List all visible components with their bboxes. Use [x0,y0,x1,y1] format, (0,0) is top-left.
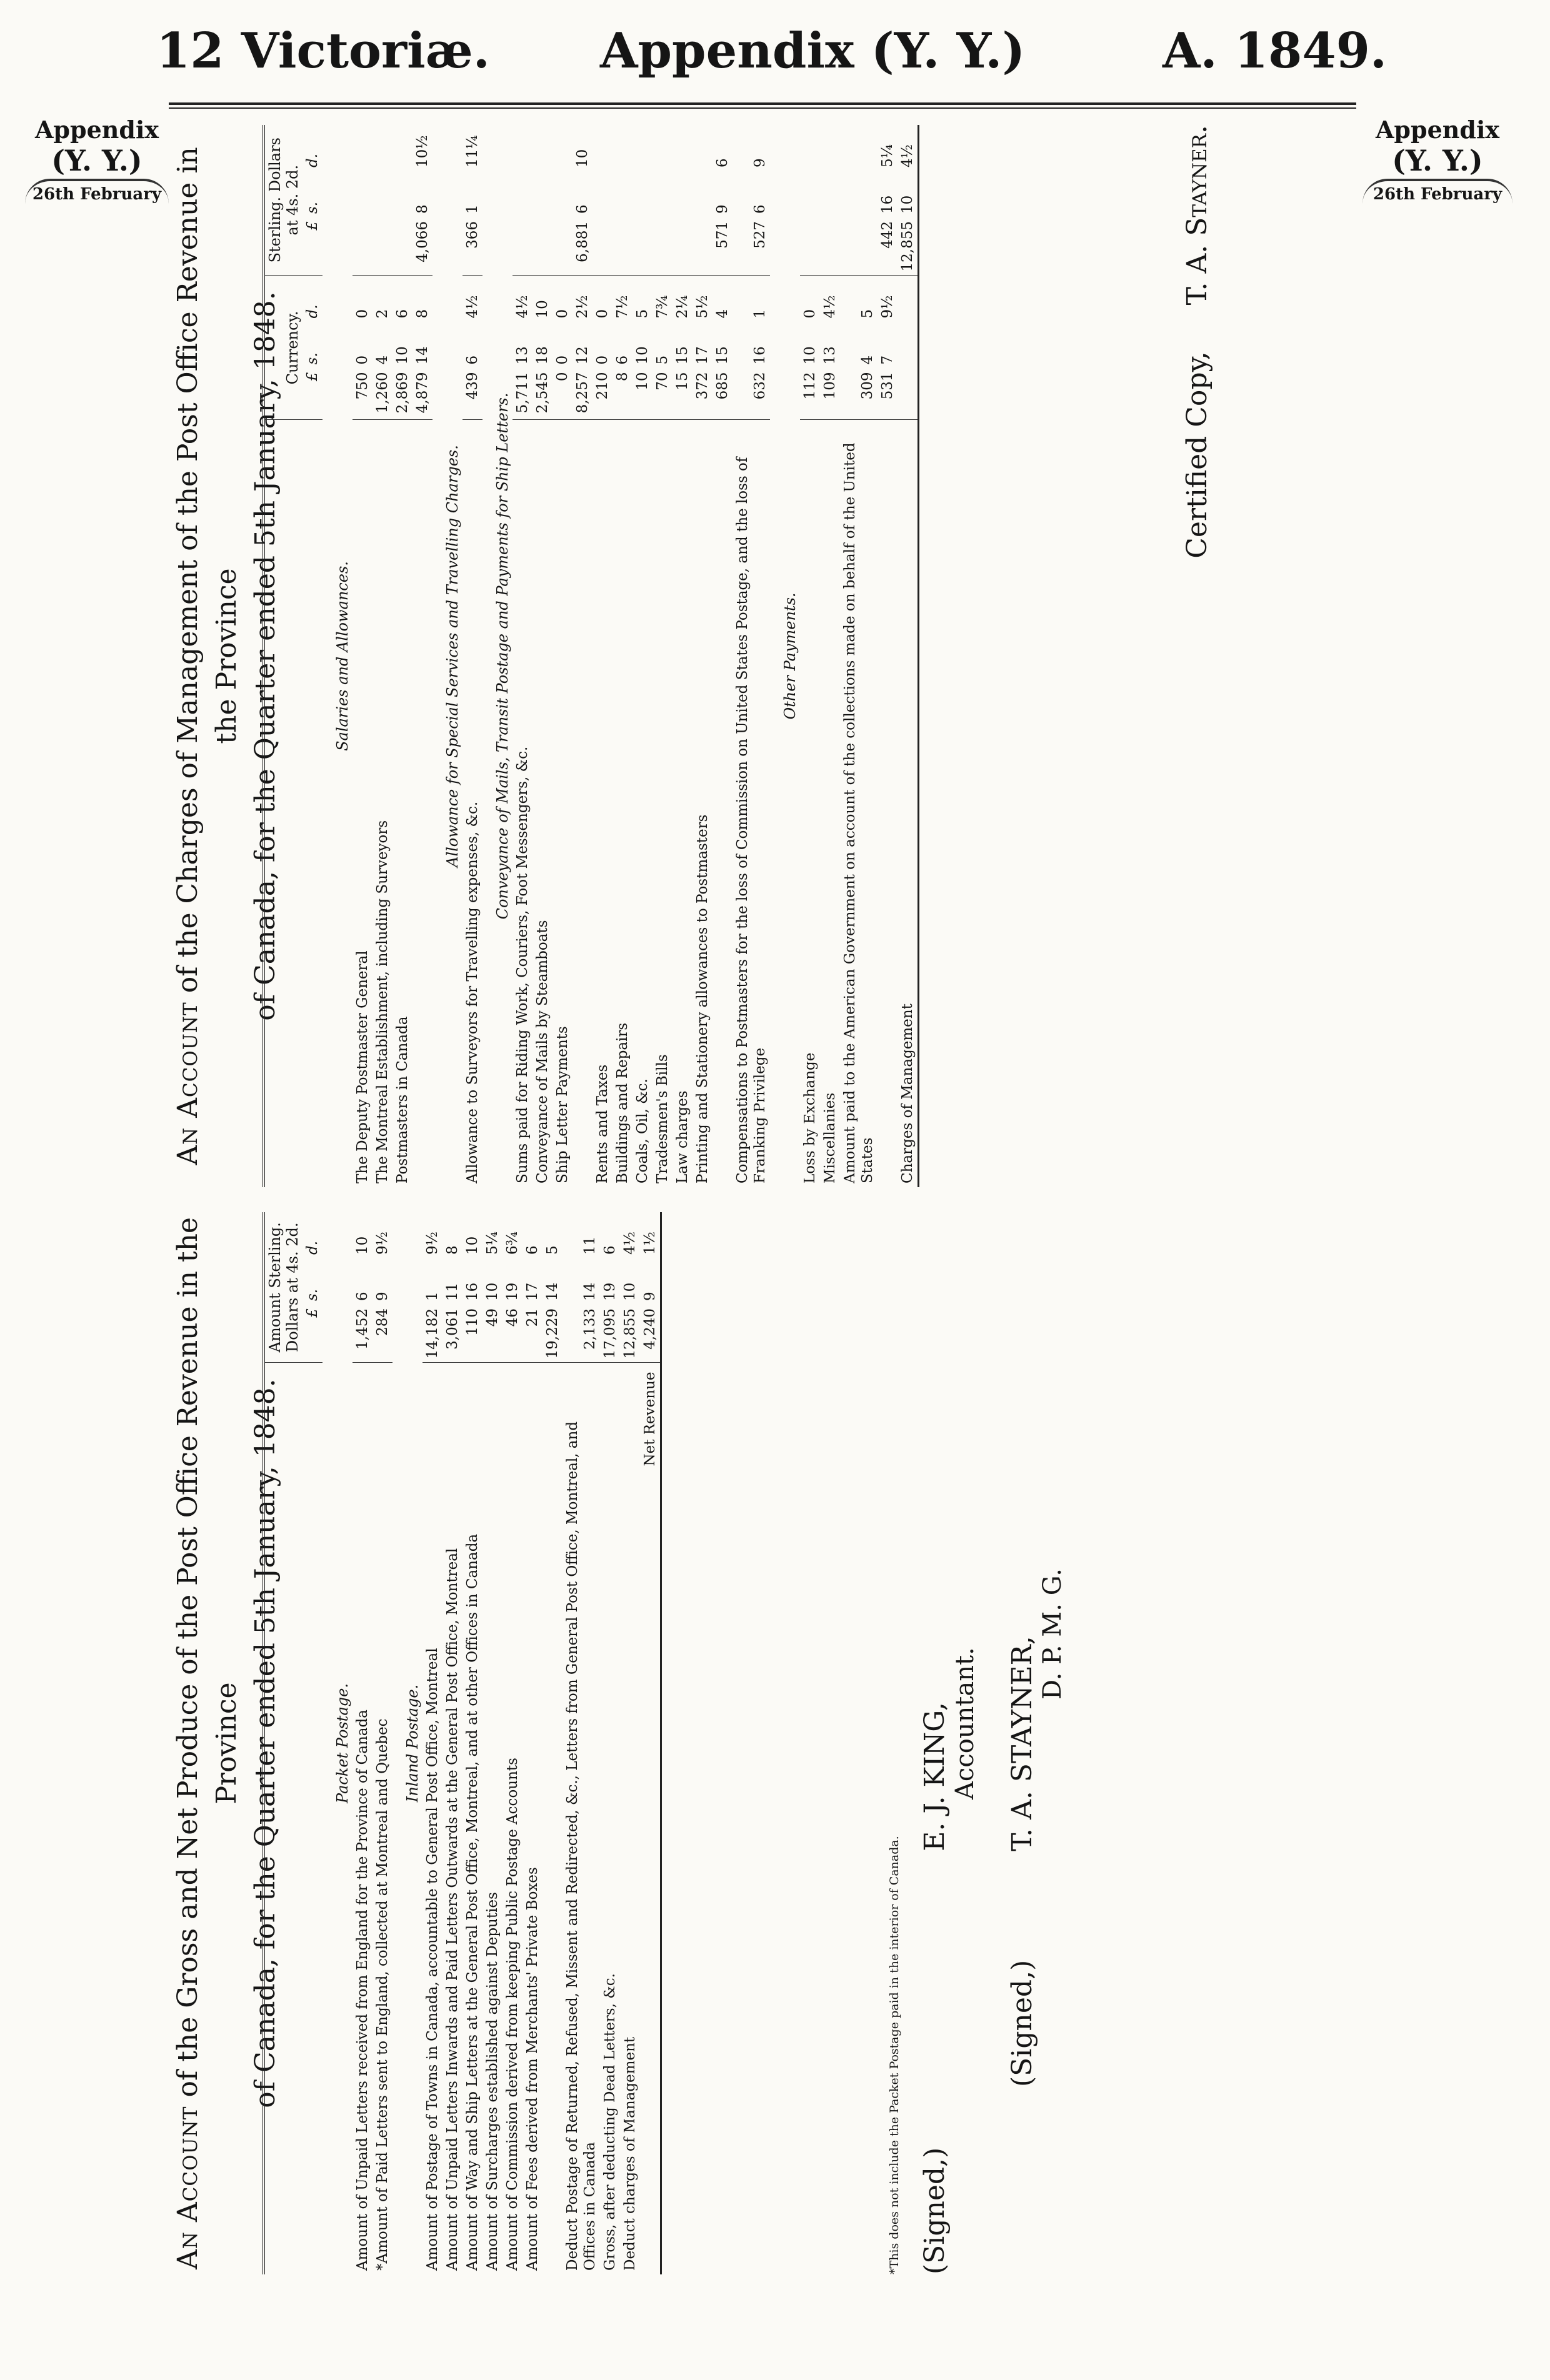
currency-pounds-cell: 2,869 [392,368,412,420]
currency-shillings-cell: 18 [534,346,551,365]
pounds-cell: 17,095 [600,1305,620,1363]
role-accountant: Accountant. [951,1647,979,1800]
sterling-shillings-cell [392,171,412,217]
currency-shillings-cell: 15 [714,346,731,365]
pence-cell: 10 [354,1236,371,1255]
sterling-pounds-cell: 4,066 [412,217,432,276]
currency-shillings-cell [898,322,919,368]
section-heading: Salaries and Allowances. [334,561,351,751]
currency-shillings-cell: 0 [594,355,611,365]
row-description: *Amount of Paid Letters sent to England, collected at Montreal and Quebec [374,1718,391,2271]
currency-pence-cell: 7½ [614,295,631,319]
table-row [600,1212,620,2274]
sterling-pounds-cell: 527 [732,217,770,276]
sterling-pence-cell [612,125,632,171]
sterling-pounds-cell [612,217,632,276]
section-heading: Inland Postage. [404,1684,421,1803]
pounds-cell: 12,855 [620,1305,640,1363]
currency-pence-cell: 9½ [879,295,896,319]
sterling-pounds-cell [672,217,692,276]
sterling-pence-cell: 4½ [899,144,916,167]
currency-pence-cell: 10 [534,300,551,319]
sterling-shillings-cell [532,171,552,217]
row-description [878,420,898,1187]
sterling-pence-cell: 10½ [414,135,431,167]
pence-cell: 4½ [622,1232,638,1255]
sterling-pence-cell [592,125,612,171]
pounds-cell: 284 [372,1305,392,1363]
pounds-cell: 3,061 [442,1305,462,1363]
table-row [422,1212,442,2274]
currency-shillings-cell: 10 [394,346,411,365]
table-row [502,1212,522,2274]
currency-pence-cell: 0 [554,309,571,319]
table-row [592,125,612,1187]
shillings-cell: 19 [504,1282,521,1301]
table-row [372,1212,392,2274]
shillings-cell: 1 [424,1292,441,1301]
currency-pence-cell: 7¾ [654,295,671,319]
sterling-pounds-cell [692,217,712,276]
shillings-cell: 9 [642,1292,658,1301]
sterling-shillings-cell [372,171,392,217]
header-center: Appendix (Y. Y.) [600,22,1026,79]
header-rule-thin [169,107,1356,109]
currency-shillings-cell: 0 [554,355,571,365]
sterling-shillings-cell [652,171,672,217]
signer-stayner: T. A. STAYNER, [1006,1636,1038,1851]
shillings-cell: 6 [354,1292,371,1301]
sterling-pounds-cell: 571 [712,217,732,276]
currency-pence-cell: 5½ [694,295,711,319]
sterling-pounds-cell: 6,881 [572,217,592,276]
certifier-name: T. A. Stayner. [1181,125,1213,306]
currency-shillings-cell: 10 [634,346,651,365]
row-description [412,420,432,1187]
certified-copy [1181,125,1213,900]
sterling-pence-cell: 9 [752,158,768,167]
currency-pounds-cell: 15 [672,368,692,420]
sterling-shillings-cell [612,171,632,217]
currency-shillings-cell: 13 [822,346,838,365]
sterling-pence-cell: 10 [574,149,591,167]
sterling-pence-cell [672,125,692,171]
shillings-cell: 19 [602,1282,618,1301]
sterling-pounds-cell [632,217,652,276]
table-row [562,1212,600,2274]
currency-pounds-cell: 372 [692,368,712,420]
shillings-cell: 9 [374,1292,391,1301]
currency-shillings-cell: 4 [859,355,876,365]
left-col-header: Amount Sterling. Dollars at 4s. 2d. [264,1212,302,1363]
sterling-shillings-cell: 8 [414,204,431,214]
currency-pence-cell: 6 [394,309,411,319]
header-right: A. 1849. [1162,22,1388,79]
sterling-pence-cell [820,125,840,171]
left-signature-1 [919,1212,979,2274]
table-row [542,1212,562,2274]
currency-pence-cell: 5 [859,309,876,319]
pounds-cell: 2,133 [562,1305,600,1363]
currency-shillings-cell: 15 [674,346,691,365]
currency-pence-cell: 8 [414,309,431,319]
sterling-shillings-cell: 6 [574,204,591,214]
role-dpmg: D. P. M. G. [1038,1568,1067,1700]
row-description: The Deputy Postmaster General [354,950,371,1183]
table-row [482,1212,502,2274]
sterling-shillings-cell: 1 [464,204,481,214]
row-description: Allowance to Surveyors for Travelling expenses, &c. [464,801,481,1183]
currency-shillings-cell: 7 [879,355,896,365]
currency-shillings-cell: 6 [464,355,481,365]
sterling-shillings-cell [512,171,532,217]
currency-pounds-cell: 112 [800,368,820,420]
sterling-pounds-cell: 12,855 [898,217,919,276]
sterling-shillings-cell: 10 [899,195,916,214]
row-description [572,420,592,1187]
pence-cell: 1½ [642,1232,658,1255]
sterling-pounds-cell [352,217,372,276]
table-row [820,125,840,1187]
section-heading: Conveyance of Mails, Transit Postage and Payments for Ship Letters. [494,392,511,920]
currency-shillings-cell: 17 [694,346,711,365]
currency-pounds-cell: 210 [592,368,612,420]
table-row [522,1212,542,2274]
currency-pence-cell: 1 [752,309,768,319]
sterling-shillings-cell: 6 [752,204,768,214]
row-description: Ship Letter Payments [554,1026,571,1183]
sterling-pounds-cell [592,217,612,276]
currency-pence-cell: 4½ [514,295,531,319]
table-row [620,1212,640,2274]
signer-king: E. J. KING, [919,1702,951,1851]
right-account-table: Currency. Sterling. Dollars at 4s. 2d. £ s. d. £ s. d. Salaries and Allowances. The Deputy Postmaster General 750 0 0 The Montreal Establishment, including Surveyors 1,260 4 2 Postmasters in Canada 2,869 10 6 4,879 14 8 4,066 8 10½ Allowance for Special Services and Travelling Charges. Allowance to Surveyors for Travelling expenses, &c. 439 6 4½ 366 1 11¼ Conveyance of Mails, Transit Postage and Payments for Ship Letters. Sums paid for Riding Work, Couriers, Foot Messengers, &c. 5,711 13 4½ Conveyance of Mails by Steamboats 2,545 18 10 Ship Letter Payments 0 0 0 8,257 12 2½ 6,881 6 10 Rents and Taxes 210 0 0 Buildings and Repairs 8 6 7½ Coals, Oil, &c. 10 10 5 Tradesmen's Bills 70 5 7¾ Law charges 15 15 2¼ Printing and Stationery allowances to Postmasters 372 17 5½ 685 15 4 571 9 6 Compensations to Postmasters for the loss of Commission on United States Postage, and the loss of Franking Privilege 632 16 1 527 6 9 Other Payments. Loss by Exchange 112 10 0 Miscellanies 109 13 4½ Amount paid to the American Government on account of the collections made on behalf of the United States 309 4 5 531 7 9½ 442 16 5¼ Charges of Management 12,855 10 4½ [262,125,919,1187]
left-account-title: An Account of the Gross and Net Produce of the Post Office Revenue in the Province of Canada, for the Quarter ended 5th January, 1848. [172,1217,281,2269]
currency-pounds-cell: 4,879 [412,368,432,420]
sterling-pence-cell [352,125,372,171]
row-description: Printing and Stationery allowances to Postmasters [694,814,711,1183]
row-description [712,420,732,1187]
sterling-pence-cell [652,125,672,171]
signed-label-2: (Signed,) [1006,1959,1038,2087]
currency-pounds-cell: 685 [712,368,732,420]
sterling-shillings-cell: 16 [879,195,896,214]
table-row [640,1212,661,2274]
sterling-shillings-cell [632,171,652,217]
sterling-pence-cell [692,125,712,171]
pounds-cell: 4,240 [640,1305,661,1363]
row-description: Coals, Oil, &c. [634,1078,651,1183]
table-row [552,125,572,1187]
sterling-pounds-cell [840,217,878,276]
sterling-pounds-cell [392,217,412,276]
right-desc-header [264,420,302,1187]
sterling-shillings-cell: 9 [714,204,731,214]
currency-shillings-cell: 0 [354,355,371,365]
row-description: Tradesmen's Bills [654,1054,671,1183]
table-row [442,1212,462,2274]
currency-pence-cell: 0 [594,309,611,319]
sterling-pence-cell: 5¼ [879,144,896,167]
sterling-pence-cell [512,125,532,171]
currency-pounds-cell: 8,257 [572,368,592,420]
sterling-shillings-cell [800,171,820,217]
row-description: Net Revenue [642,1372,658,1466]
row-description: Amount of Unpaid Letters Inwards and Paid Letters Outwards at the General Post Office, Montreal [444,1548,461,2271]
row-description: Amount of Unpaid Letters received from England for the Province of Canada [354,1710,371,2271]
currency-shillings-cell: 6 [614,355,631,365]
table-row [800,125,820,1187]
currency-pounds-cell: 109 [820,368,840,420]
table-row [532,125,552,1187]
sterling-pence-cell [840,125,878,171]
currency-pounds-cell: 2,545 [532,368,552,420]
sterling-shillings-cell [352,171,372,217]
sterling-pounds-cell [820,217,840,276]
pounds-cell: 21 [522,1305,542,1363]
sterling-pence-cell [372,125,392,171]
row-description: Buildings and Repairs [614,1022,631,1183]
currency-shillings-cell: 4 [374,355,391,365]
sterling-shillings-cell [692,171,712,217]
pence-cell: 11 [582,1236,598,1255]
row-description: Sums paid for Riding Work, Couriers, Foot Messengers, &c. [514,746,531,1183]
currency-pence-cell: 5 [634,309,651,319]
table-row [352,1212,372,2274]
currency-pence-cell: 0 [802,309,818,319]
row-description: Compensations to Postmasters for the loss of Commission on United States Postage, and the loss of Franking Privilege [734,457,768,1183]
table-row [898,125,919,1187]
currency-pounds-cell: 8 [612,368,632,420]
row-description: Amount of Way and Ship Letters at the General Post Office, Montreal, and at other Offices in Canada [464,1533,481,2271]
currency-pounds-cell: 750 [352,368,372,420]
currency-pence-cell [898,276,919,322]
row-description: Deduct charges of Management [622,2036,638,2271]
sterling-pounds-cell [512,217,532,276]
pounds-cell: 110 [462,1305,482,1363]
sterling-pounds-cell [652,217,672,276]
sterling-pence-cell [532,125,552,171]
currency-pounds-cell: 1,260 [372,368,392,420]
margin-note-left: Appendix (Y. Y.) 26th February [25,116,169,204]
pounds-cell: 49 [482,1305,502,1363]
table-row [572,125,592,1187]
row-description: Deduct Postage of Returned, Refused, Missent and Redirected, &c., Letters from General Post Office, Montreal, and Offices in Canada [564,1421,598,2271]
sterling-pounds-cell [532,217,552,276]
row-description: Postmasters in Canada [394,1016,411,1183]
currency-shillings-cell: 12 [574,346,591,365]
currency-pounds-cell: 632 [732,368,770,420]
table-row [652,125,672,1187]
sterling-pounds-cell [552,217,572,276]
shillings-cell: 16 [464,1282,481,1301]
row-description [542,1363,562,2274]
currency-shillings-cell: 14 [414,346,431,365]
left-signature-2 [1006,1212,1067,2087]
pence-cell: 6 [524,1245,541,1255]
currency-pence-cell: 4½ [822,295,838,319]
table-row [352,125,372,1187]
sterling-pounds-cell: 442 [878,217,898,276]
currency-pence-cell: 4 [714,309,731,319]
sterling-pence-cell [392,125,412,171]
pounds-cell: 46 [502,1305,522,1363]
row-description: Loss by Exchange [802,1052,818,1183]
section-heading: Allowance for Special Services and Travelling Charges. [444,445,461,867]
table-row [512,125,532,1187]
row-description: Law charges [674,1090,691,1183]
currency-pence-cell: 0 [354,309,371,319]
row-description: Gross, after deducting Dead Letters, &c. [602,1973,618,2271]
pence-cell: 9½ [374,1232,391,1255]
row-description: Amount of Postage of Towns in Canada, accountable to General Post Office, Montreal [424,1648,441,2271]
left-desc-header [264,1363,302,2274]
certified-label: Certified Copy, [1181,351,1213,559]
row-description: Rents and Taxes [594,1064,611,1183]
table-row [840,125,878,1187]
pence-cell: 8 [444,1245,461,1255]
shillings-cell: 10 [484,1282,501,1301]
sterling-pence-cell [632,125,652,171]
section-heading: Packet Postage. [334,1683,351,1803]
row-description: Amount of Fees derived from Merchants' Private Boxes [524,1867,541,2271]
currency-pounds-cell: 531 [878,368,898,420]
sterling-shillings-cell [552,171,572,217]
currency-pounds-cell: 439 [462,368,482,420]
currency-shillings-cell: 16 [752,346,768,365]
currency-pounds-cell: 0 [552,368,572,420]
table-row [712,125,732,1187]
table-row [878,125,898,1187]
sterling-pence-cell [800,125,820,171]
row-description: Conveyance of Mails by Steamboats [534,920,551,1183]
table-row [392,125,412,1187]
row-description: Amount of Surcharges established against Deputies [484,1892,501,2271]
sterling-pounds-cell: 366 [462,217,482,276]
table-row [372,125,392,1187]
header-left: 12 Victoriæ. [156,22,490,79]
currency-shillings-cell: 10 [802,346,818,365]
table-row [672,125,692,1187]
sterling-pence-cell: 6 [714,158,731,167]
shillings-cell: 17 [524,1282,541,1301]
header-rule [169,102,1356,105]
currency-pounds-cell: 5,711 [512,368,532,420]
pounds-cell: 1,452 [352,1305,372,1363]
row-description: Miscellanies [822,1092,838,1183]
signed-label-1: (Signed,) [919,2147,951,2274]
section-heading: Other Payments. [781,592,799,720]
pence-cell: 10 [464,1236,481,1255]
table-row [732,125,770,1187]
sterling-shillings-cell [672,171,692,217]
pence-cell: 9½ [424,1232,441,1255]
currency-pence-cell: 2 [374,309,391,319]
shillings-cell: 11 [444,1282,461,1301]
currency-pounds-cell [898,368,919,420]
right-col-sterling: Sterling. Dollars at 4s. 2d. [264,125,302,276]
currency-pence-cell: 4½ [464,295,481,319]
table-row [632,125,652,1187]
shillings-cell: 14 [582,1282,598,1301]
table-row [612,125,632,1187]
sterling-shillings-cell [820,171,840,217]
sterling-shillings-cell [840,171,878,217]
right-account-title: An Account of the Charges of Management of the Post Office Revenue in the Province of Canada, for the Quarter ended 5th January, 1848. [172,147,281,1165]
sterling-pounds-cell [372,217,392,276]
currency-pence-cell: 2¼ [674,295,691,319]
shillings-cell: 10 [622,1282,638,1301]
left-footnote: *This does not include the Packet Postage paid in the interior of Canada. [888,1836,901,2274]
pence-cell: 6 [602,1245,618,1255]
sterling-shillings-cell [592,171,612,217]
row-description: Amount paid to the American Government on account of the collections made on behalf of the United States [842,442,876,1183]
row-description: Charges of Management [899,1003,916,1183]
sterling-pounds-cell [800,217,820,276]
row-description: Amount of Commission derived from keeping Public Postage Accounts [504,1758,521,2271]
left-account-table: Amount Sterling. Dollars at 4s. 2d. £ s. d. Packet Postage. Amount of Unpaid Letters received from England for the Province of Canada 1,452 6 10 *Amount of Paid Letters sent to England, collected at Montreal and Quebec 284 9 9½ Inland Postage. Amount of Postage of Towns in Canada, accountable to General Post Office, Montreal 14,182 1 9½ Amount of Unpaid Letters Inwards and Paid Letters Outwards at the General Post Office, Montreal 3,061 11 8 Amount of Way and Ship Letters at the General Post Office, Montreal, and at other Offices in Canada 110 16 10 Amount of Surcharges established against Deputies 49 10 5¼ Amount of Commission derived from keeping Public Postage Accounts 46 19 6¾ Amount of Fees derived from Merchants' Private Boxes 21 17 6 19,229 14 5 Deduct Postage of Returned, Refused, Missent and Redirected, &c., Letters from General Post Office, Montreal, and Offices in Canada 2,133 14 11 Gross, after deducting Dead Letters, &c. 17,095 19 6 Deduct charges of Management 12,855 10 4½ Net Revenue 4,240 9 1½ [262,1212,662,2274]
margin-note-right: Appendix (Y. Y.) 26th February [1362,116,1512,204]
currency-pounds-cell: 309 [840,368,878,420]
currency-pounds-cell: 10 [632,368,652,420]
rotated-page [169,112,1356,2274]
currency-shillings-cell: 13 [514,346,531,365]
table-row [462,1212,482,2274]
pence-cell: 5 [544,1245,561,1255]
row-description: The Montreal Establishment, including Surveyors [374,820,391,1183]
currency-shillings-cell: 5 [654,355,671,365]
pence-cell: 5¼ [484,1232,501,1255]
currency-pence-cell: 2½ [574,295,591,319]
right-col-currency: Currency. [264,276,302,420]
pounds-cell: 19,229 [542,1305,562,1363]
sterling-pence-cell: 11¼ [464,135,481,167]
pence-cell: 6¾ [504,1232,521,1255]
shillings-cell: 14 [544,1282,561,1301]
table-row [462,125,482,1187]
table-row [692,125,712,1187]
pounds-cell: 14,182 [422,1305,442,1363]
sterling-pence-cell [552,125,572,171]
table-row [412,125,432,1187]
currency-pounds-cell: 70 [652,368,672,420]
